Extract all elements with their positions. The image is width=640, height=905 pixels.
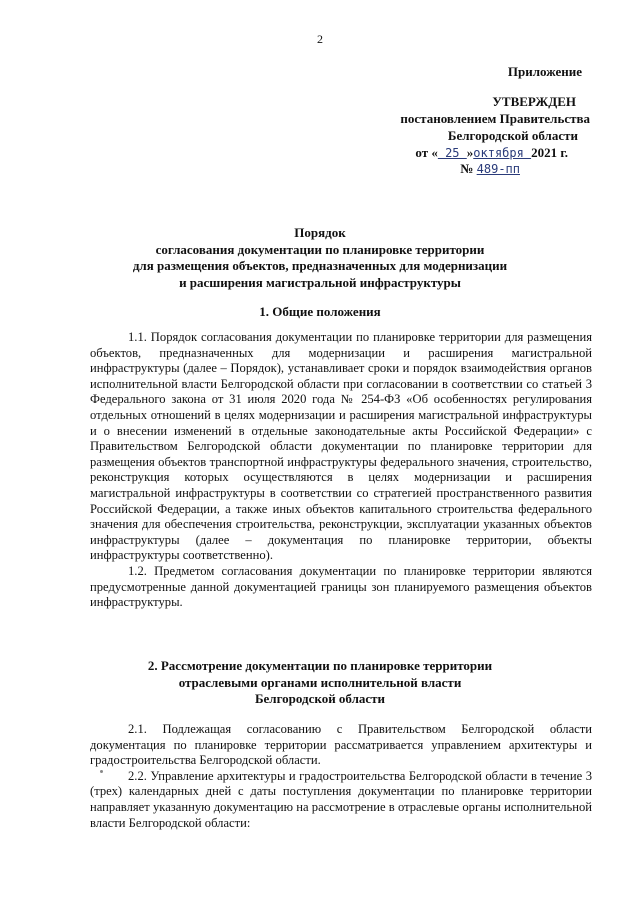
date-prefix: от « <box>415 145 438 160</box>
paragraph-1-2: 1.2. Предметом согласования документации по планировке территории являются предусмотренные данной документацией границы зон планируемого размещения объектов инфраструктуры. <box>90 563 592 610</box>
section-2-heading-line-3: Белгородской области <box>254 691 386 706</box>
document-title <box>60 225 580 291</box>
section-1-heading: 1. Общие положения <box>259 304 381 319</box>
paragraph-2-2: 2.2. Управление архитектуры и градостроительства Белгородской области в течение 3 (трех) календарных дней с даты поступления документации по планировке территории направляет указанную документацию на рассмотрение в отраслевые органы исполнительной власти Белгородской области: <box>90 768 592 830</box>
section-2-heading-line-1: 2. Рассмотрение документации по планировке территории <box>147 658 493 673</box>
approval-line-region: Белгородской области <box>447 128 578 143</box>
title-line-3: для размещения объектов, предназначенных для модернизации <box>132 258 508 273</box>
section-2-body <box>90 722 592 831</box>
approval-line-resolution: постановлением Правительства <box>400 111 590 126</box>
section-2-heading-line-2: отраслевыми органами исполнительной власти <box>178 674 462 690</box>
paragraph-2-1: 2.1. Подлежащая согласованию с Правительством Белгородской области документация по планировке территории рассматривается управлением архитектуры и градостроительства Белгородской области. <box>90 722 592 768</box>
date-year: 2021 г. <box>531 145 568 160</box>
approved-label: УТВЕРЖДЕН <box>492 94 576 109</box>
title-line-1: Порядок <box>294 225 346 240</box>
number-prefix: № <box>460 161 477 176</box>
date-month: октября <box>473 146 532 160</box>
date-mid: » <box>466 145 474 160</box>
title-line-2: согласования документации по планировке территории <box>155 241 485 257</box>
appendix-label: Приложение <box>507 64 582 79</box>
approval-number <box>460 161 520 177</box>
paragraph-1-1: 1.1. Порядок согласования документации по планировке территории для размещения объектов, предназначенных для модернизации и расширения магистральной инфраструктуры (далее – Порядок), устанавливает сроки и порядок взаимодействия органов исполнительной власти Белгородской области при согласовании в соответствии со статьей 3 Федерального закона от 31 июля 2020 года № 254-ФЗ «Об особенностях регулирования отдельных отношений в целях модернизации и расширения магистральной инфраструктуры и о внесении изменений в отдельные законодательные акты Российской Федерации» с Правительством Белгородской области документации по планировке территории для размещения объектов транспортной инфраструктуры федерального значения, строительство, реконструкция которых осуществляются в целях модернизации и расширения магистральной инфраструктуры в соответствии со стратегией пространственного развития Российской Федерации, а также иных объектов капитального строительства федерального значения для обеспечения строительства, реконструкции, эксплуатации указанных объектов инфраструктуры (далее – документация по планировке территории, объекты инфраструктуры соответственно). <box>90 330 592 563</box>
approval-date <box>415 145 568 161</box>
scan-dot-mark <box>100 770 103 773</box>
section-2-heading <box>60 658 580 708</box>
section-1-body <box>90 330 592 611</box>
title-line-4: и расширения магистральной инфраструктуры <box>179 274 461 290</box>
number-value: 489-пп <box>476 162 520 176</box>
date-day: 25 <box>437 146 467 160</box>
page-number: 2 <box>317 32 323 46</box>
